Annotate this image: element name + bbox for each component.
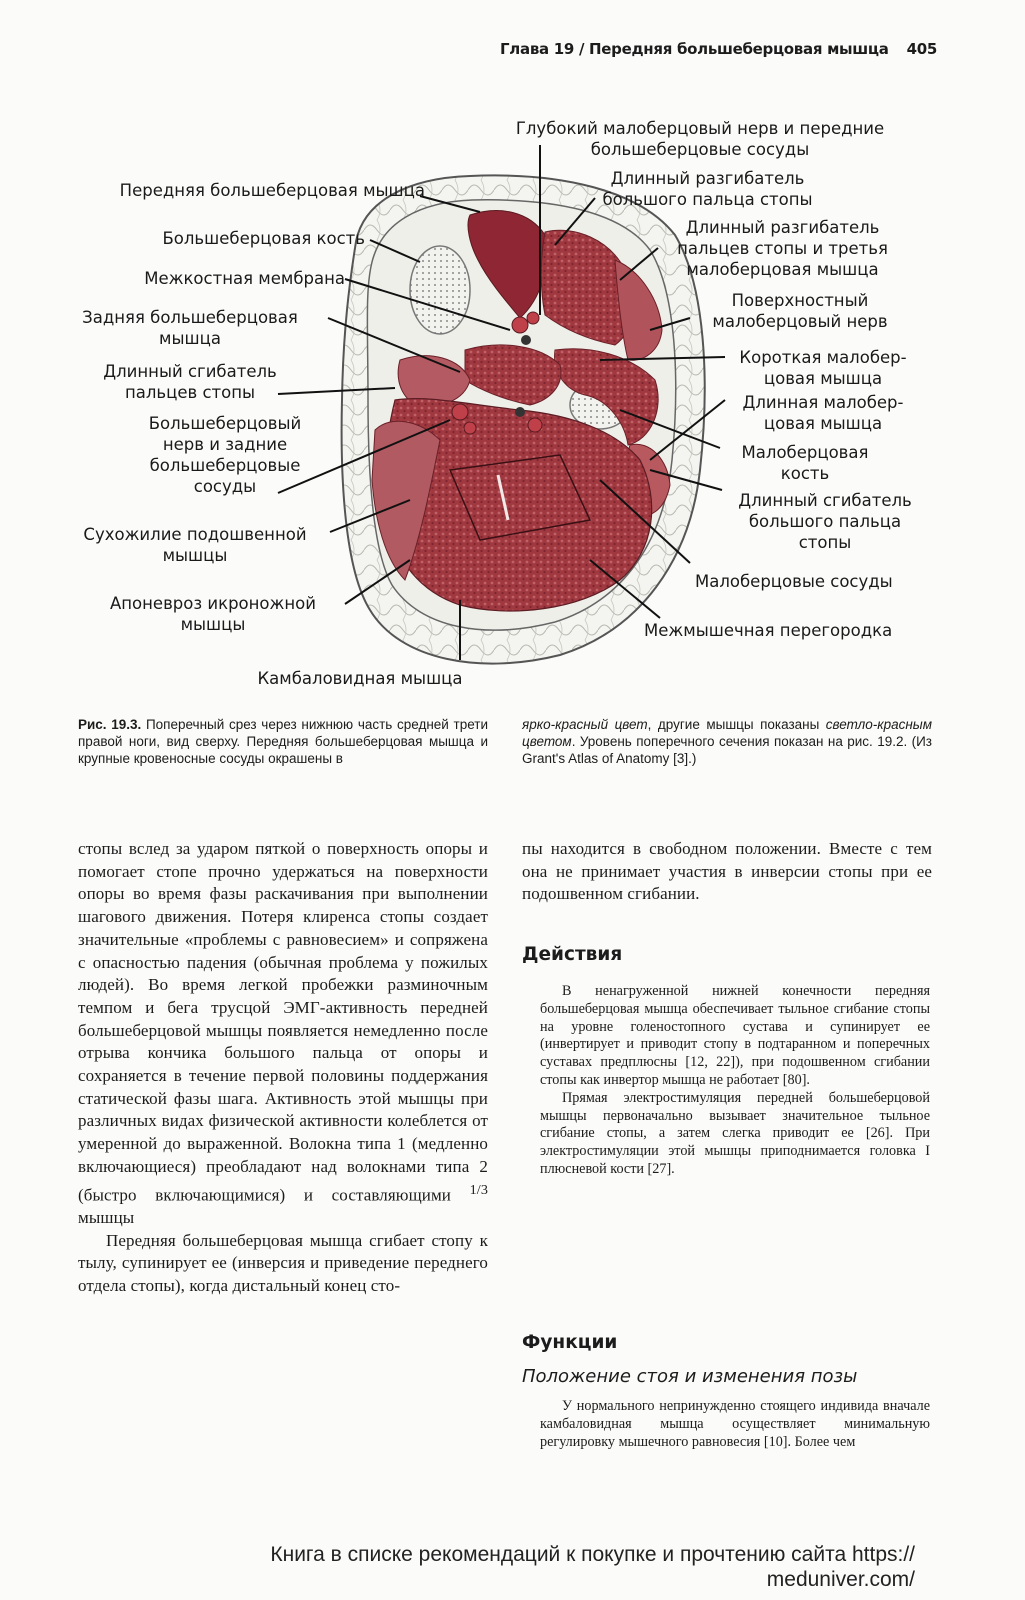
label-peroneus-brevis: Короткая малобер-цовая мышца bbox=[739, 348, 907, 388]
label-gastrocnemius-aponeurosis: Апоневроз икроножной мышцы bbox=[109, 594, 317, 634]
label-flexor-hallucis-longus: Длинный сгибатель большого пальца стопы bbox=[738, 491, 912, 552]
label-flexor-digitorum-longus: Длинный сгибатель пальцев стопы bbox=[103, 362, 277, 402]
label-tibial-nerve-vessels: Большеберцовый нерв и задние большеберцовые сосуды bbox=[148, 414, 302, 496]
figure-caption-right bbox=[522, 716, 932, 767]
label-superficial-peroneal-nerve: Поверхностный малоберцовый нерв bbox=[712, 291, 888, 331]
caption-emphasis-2: светло-красным цветом bbox=[522, 717, 932, 749]
label-tibialis-anterior: Передняя большеберцовая мышца bbox=[119, 181, 425, 200]
body-paragraph: В ненагруженной нижней конечности передняя большеберцовая мышца обеспечивает тыльное сгибание стопы на уровне голеностопного сустава и супинирует ее (инвертирует и приводит стопу в подтаранном и поперечных суставах предплюсны [12, 22]), при подошвенном сгибании стопы как инвертор мышца не работает [80]. bbox=[540, 983, 930, 1088]
label-fibula: Малоберцовая кость bbox=[741, 443, 869, 483]
label-plantaris-tendon: Сухожилие подошвенной мышцы bbox=[83, 525, 307, 565]
body-paragraph: стопы вслед за ударом пяткой о поверхность опоры и помогает стопе прочно удержаться на поверхности опоры во время фазы раскачивания при выполнении шагового движения. Потеря клиренса стопы создает значительные «проблемы с равновесием» и сопряжена с опасностью падения (обычная проблема у пожилых людей). Во время легкой пробежки разминочным темпом и бега трусцой ЭМГ-активность передней большеберцовой мышцы появляется немедленно после отрыва кончика большого пальца от опоры и сохраняется в течение первой половины поддержания статической фазы шага. Активность этой мышцы при различных видах физической активности колеблется от умеренной до выраженной. Волокна типа 1 (медленно включающиеся) преобладают над волокнами типа 2 (быстро включающимися) и составляющими $^{1/3}$ мышцы bbox=[78, 839, 488, 1227]
actions-text bbox=[540, 983, 930, 1179]
label-deep-peroneal-nerve: Глубокий малоберцовый нерв и передние большеберцовые сосуды bbox=[515, 119, 885, 159]
body-paragraph: Прямая электростимуляция передней большеберцовой мышцы первоначально вызывает значительное тыльное сгибание стопы, а затем слегка приводит ее [26]. При электростимуляции этой мышцы приподнимается головка I плюсневой кости [27]. bbox=[540, 1089, 930, 1177]
label-peroneus-longus: Длинная малобер-цовая мышца bbox=[742, 393, 904, 433]
functions-text bbox=[540, 1398, 930, 1451]
body-paragraph: пы находится в свободном положении. Вместе с тем она не принимает участия в инверсии стопы при ее подошвенном сгибании. bbox=[522, 839, 932, 904]
page-number: 405 bbox=[906, 40, 937, 58]
caption-emphasis-1: ярко-красный цвет bbox=[522, 717, 648, 732]
label-tibialis-posterior: Задняя большеберцовая мышца bbox=[82, 308, 298, 348]
figure-caption-left bbox=[78, 716, 488, 767]
caption-text-3: . Уровень поперечного сечения показан на рис. 19.2. (Из Grant's Atlas of Anatomy [3].) bbox=[522, 734, 932, 766]
caption-text-2: , другие мышцы показаны bbox=[647, 717, 820, 732]
chapter-title: Глава 19 / Передняя большеберцовая мышца bbox=[500, 40, 889, 58]
left-text-column bbox=[78, 838, 488, 1298]
site-watermark: Книга в списке рекомендаций к покупке и прочтению сайта https:// meduniver.com/ bbox=[270, 1543, 915, 1591]
heading-actions: Действия bbox=[522, 944, 623, 965]
caption-text-1: Поперечный срез через нижнюю часть средней трети правой ноги, вид сверху. Передняя большеберцовая мышца и крупные кровеносные сосуды окрашены в bbox=[78, 717, 488, 766]
figure-number: Рис. 19.3. bbox=[78, 717, 142, 732]
label-soleus: Камбаловидная мышца bbox=[257, 669, 463, 688]
label-intermuscular-septum: Межмышечная перегородка bbox=[644, 621, 893, 640]
label-peroneal-vessels: Малоберцовые сосуды bbox=[695, 572, 893, 591]
label-interosseous-membrane: Межкостная мембрана bbox=[144, 269, 345, 288]
body-paragraph: Передняя большеберцовая мышца сгибает стопу к тылу, супинирует ее (инверсия и приведение переднего отдела стопы), когда дистальный конец сто- bbox=[78, 1230, 488, 1296]
right-text-column bbox=[522, 838, 932, 906]
tibia-bone bbox=[410, 246, 470, 334]
label-extensor-hallucis-longus: Длинный разгибатель большого пальца стопы bbox=[602, 169, 813, 209]
label-tibia: Большеберцовая кость bbox=[162, 229, 365, 248]
label-extensor-digitorum-longus: Длинный разгибатель пальцев стопы и третья малоберцовая мышца bbox=[677, 218, 888, 279]
heading-functions: Функции bbox=[522, 1332, 618, 1353]
body-paragraph: У нормального непринужденно стоящего индивида вначале камбаловидная мышца осуществляет минимальную регулировку мышечного равновесия [10]. Более чем bbox=[540, 1398, 930, 1450]
fraction: 1/3 bbox=[469, 1181, 488, 1198]
subheading-standing: Положение стоя и изменения позы bbox=[522, 1366, 858, 1387]
